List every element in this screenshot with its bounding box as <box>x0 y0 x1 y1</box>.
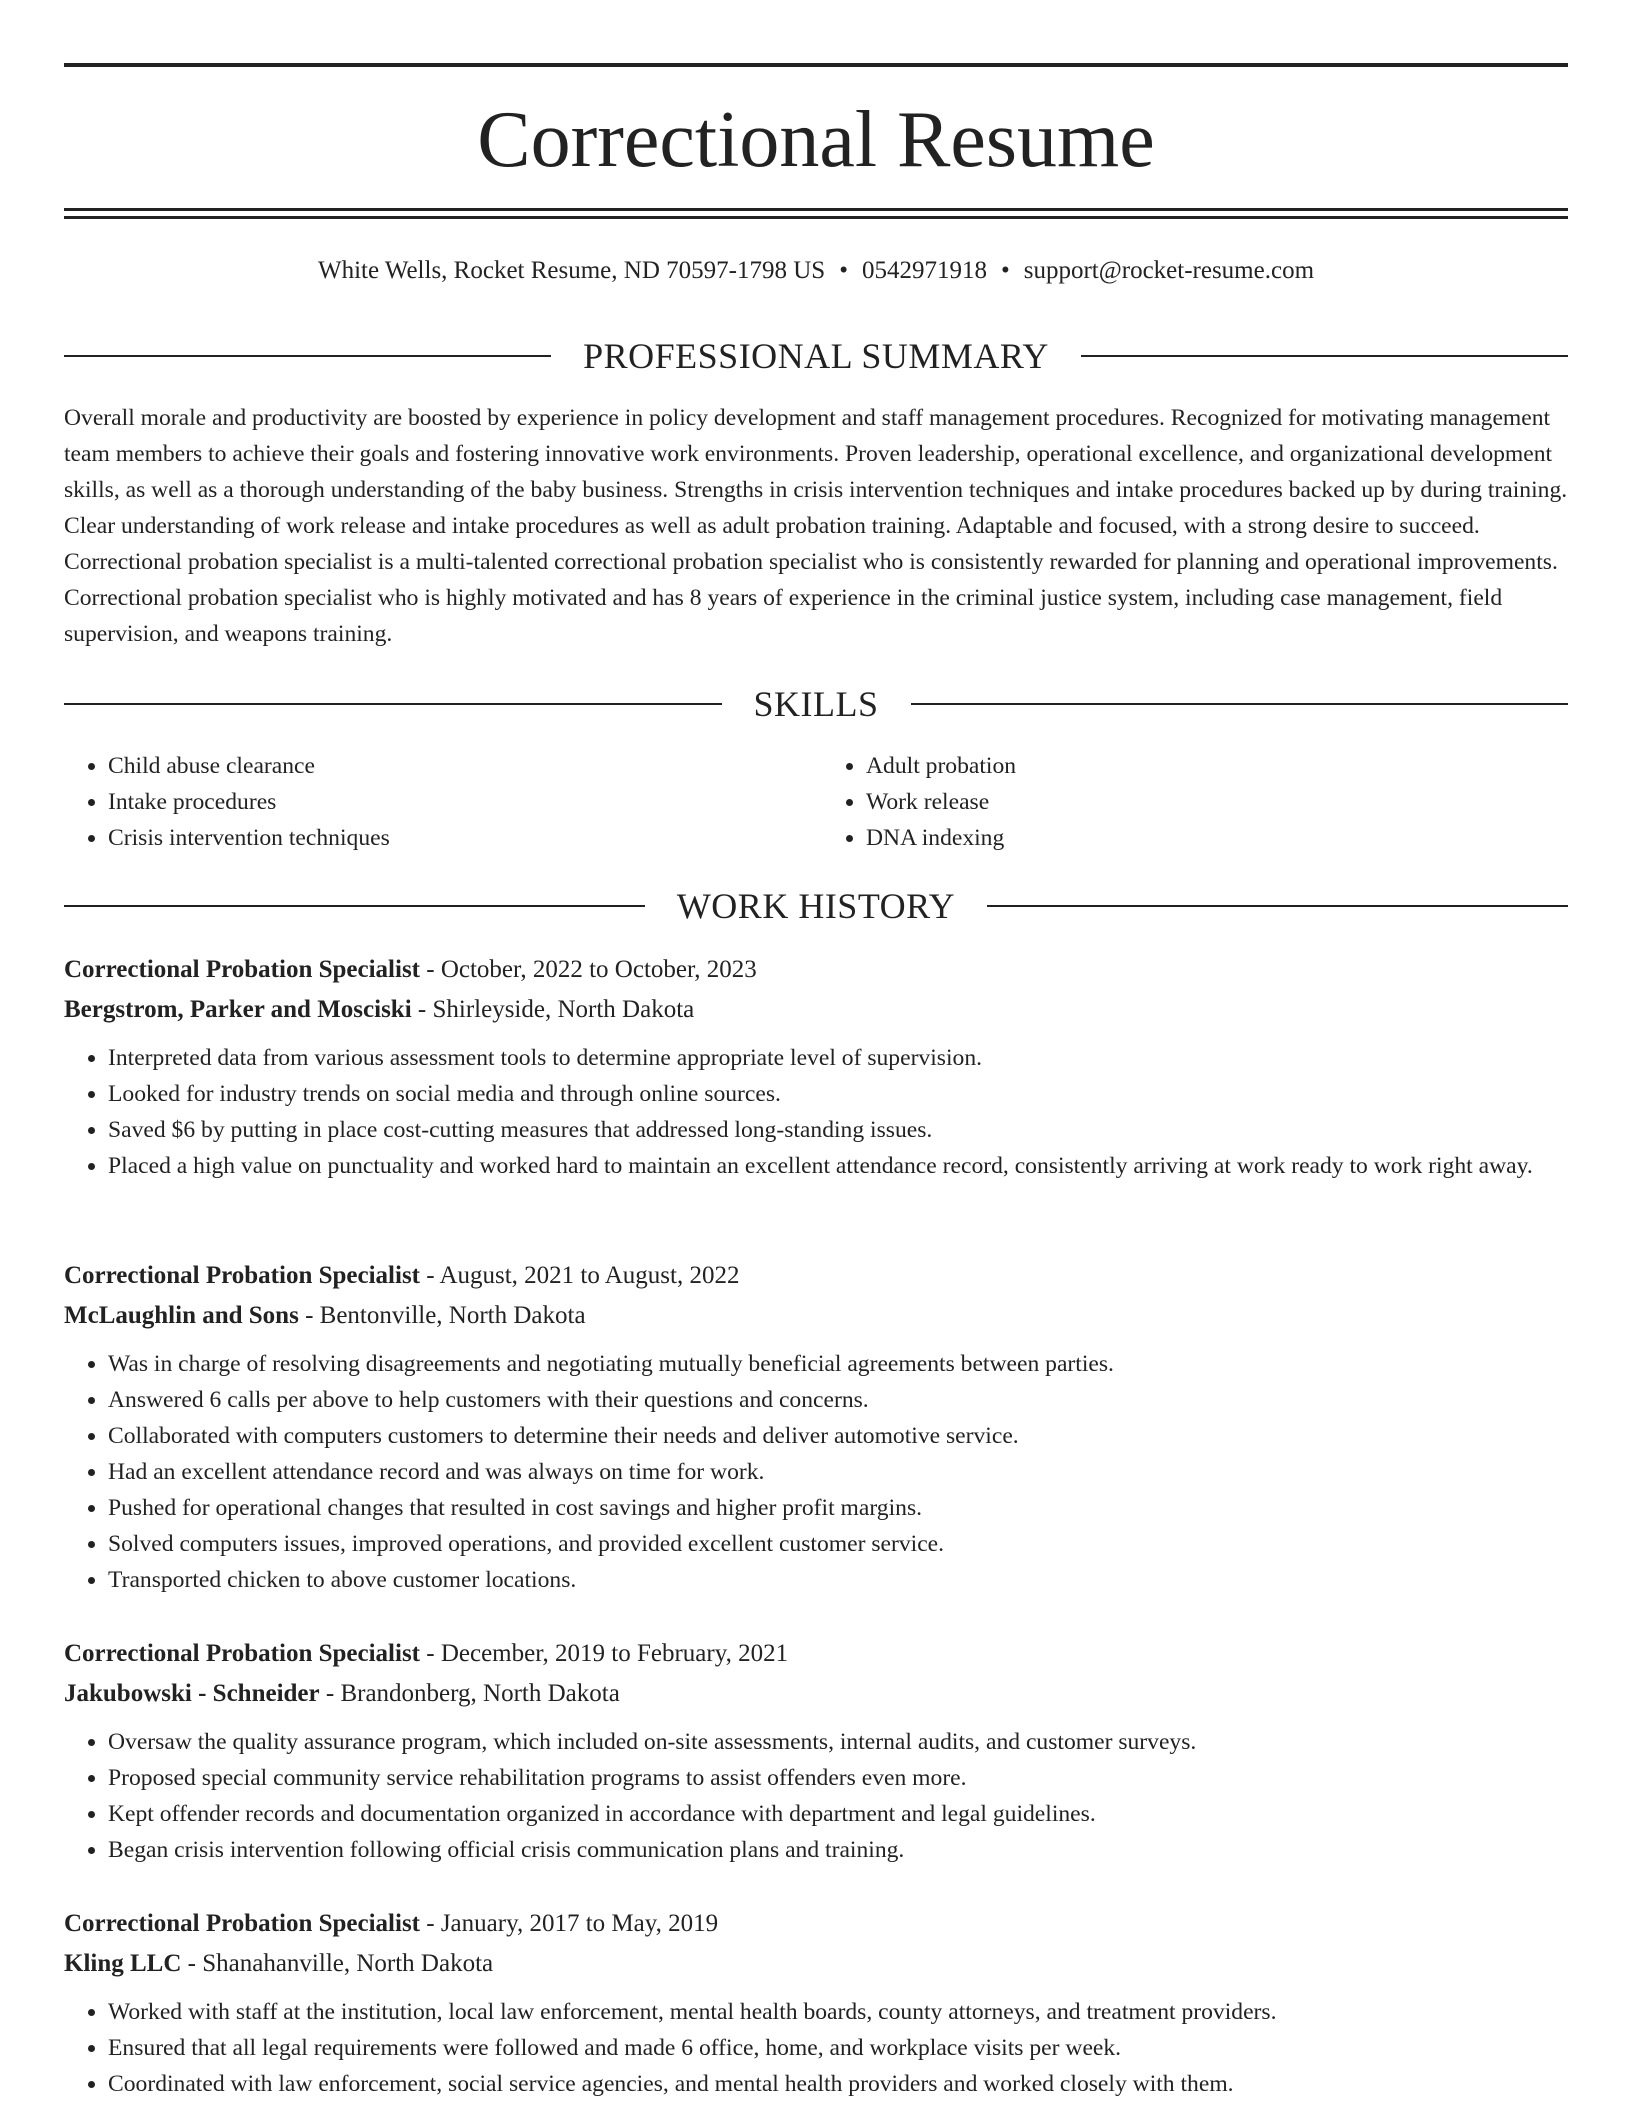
skill-item: • DNA indexing <box>866 820 1568 856</box>
job-bullet: • Began crisis intervention following official crisis communication plans and training. <box>108 1832 1568 1868</box>
section-heading-skills <box>64 682 1568 726</box>
job-location: - Shanahanville, North Dakota <box>181 1950 494 1977</box>
job-bullet: • Placed a high value on punctuality and worked hard to maintain an excellent attendance record, consistently arriving at work ready to work right away. <box>108 1148 1568 1184</box>
job-title-line <box>64 1634 1568 1674</box>
contact-line <box>64 253 1568 289</box>
job-title-line <box>64 1904 1568 1944</box>
job-bullet: • Solved computers issues, improved operations, and provided excellent customer service. <box>108 1526 1568 1562</box>
job-bullet: • Was in charge of resolving disagreements and negotiating mutually beneficial agreements between parties. <box>108 1346 1568 1382</box>
job-bullets <box>64 1724 1568 1868</box>
job-company: McLaughlin and Sons <box>64 1302 299 1329</box>
job-company-line <box>64 1674 1568 1714</box>
job-bullets <box>64 1994 1568 2102</box>
skill-item: • Intake procedures <box>108 784 810 820</box>
job-bullet: • Had an excellent attendance record and was always on time for work. <box>108 1454 1568 1490</box>
job-company-line <box>64 1296 1568 1336</box>
job-company: Jakubowski - Schneider <box>64 1680 320 1707</box>
job-bullet: • Worked with staff at the institution, local law enforcement, mental health boards, county attorneys, and treatment providers. <box>108 1994 1568 2030</box>
job-dates: - October, 2022 to October, 2023 <box>420 956 757 983</box>
section-heading-summary <box>64 334 1568 378</box>
job-bullet: • Interpreted data from various assessment tools to determine appropriate level of supervision. <box>108 1040 1568 1076</box>
skills-column-1 <box>64 748 810 856</box>
job-bullets <box>64 1040 1568 1184</box>
divider-line <box>64 355 551 357</box>
divider-line <box>911 703 1569 705</box>
job-bullets <box>64 1346 1568 1598</box>
job-bullet: • Kept offender records and documentation organized in accordance with department and legal guidelines. <box>108 1796 1568 1832</box>
job-bullet: • Transported chicken to above customer locations. <box>108 1562 1568 1598</box>
job-entry <box>64 950 1568 1184</box>
job-title: Correctional Probation Specialist <box>64 956 420 983</box>
job-bullet: • Oversaw the quality assurance program, which included on-site assessments, internal audits, and customer surveys. <box>108 1724 1568 1760</box>
job-bullet: • Coordinated with law enforcement, social service agencies, and mental health providers and worked closely with them. <box>108 2066 1568 2102</box>
job-bullet: • Pushed for operational changes that resulted in cost savings and higher profit margins. <box>108 1490 1568 1526</box>
contact-separator: • <box>839 257 848 284</box>
job-dates: - August, 2021 to August, 2022 <box>420 1262 740 1289</box>
contact-address: White Wells, Rocket Resume, ND 70597-1798 US <box>317 257 826 284</box>
top-rule <box>64 63 1568 67</box>
divider-line <box>987 905 1568 907</box>
job-company-line <box>64 1944 1568 1984</box>
job-title: Correctional Probation Specialist <box>64 1262 420 1289</box>
job-company: Bergstrom, Parker and Mosciski <box>64 996 412 1023</box>
job-title-line <box>64 1256 1568 1296</box>
divider-line <box>64 703 722 705</box>
skills-list <box>64 748 1568 856</box>
contact-separator: • <box>1000 257 1010 284</box>
job-dates: - January, 2017 to May, 2019 <box>420 1910 719 1937</box>
job-company: Kling LLC <box>64 1950 182 1977</box>
skills-column-2 <box>810 748 1568 856</box>
section-title-work-history: WORK HISTORY <box>676 886 956 926</box>
skill-item: • Crisis intervention techniques <box>108 820 810 856</box>
job-bullet: • Ensured that all legal requirements were followed and made 6 office, home, and workplace visits per week. <box>108 2030 1568 2066</box>
job-title-line <box>64 950 1568 990</box>
job-location: - Shirleyside, North Dakota <box>411 996 695 1023</box>
section-heading-work-history <box>64 884 1568 928</box>
contact-email: support@rocket-resume.com <box>1023 257 1315 284</box>
job-location: - Brandonberg, North Dakota <box>319 1680 620 1707</box>
job-location: - Bentonville, North Dakota <box>298 1302 586 1329</box>
divider-line <box>1081 355 1568 357</box>
job-bullet: • Collaborated with computers customers to determine their needs and deliver automotive service. <box>108 1418 1568 1454</box>
divider-line <box>64 905 645 907</box>
contact-phone: 0542971918 <box>861 257 987 284</box>
skill-item: • Work release <box>866 784 1568 820</box>
job-bullet: • Saved $6 by putting in place cost-cutting measures that addressed long-standing issues. <box>108 1112 1568 1148</box>
skill-item: • Child abuse clearance <box>108 748 810 784</box>
job-entry <box>64 1634 1568 1868</box>
skill-item: • Adult probation <box>866 748 1568 784</box>
job-bullet: • Proposed special community service rehabilitation programs to assist offenders even more. <box>108 1760 1568 1796</box>
resume-title: Correctional Resume <box>477 96 1155 184</box>
job-title: Correctional Probation Specialist <box>64 1640 420 1667</box>
job-entry <box>64 1904 1568 2102</box>
title-double-rule <box>64 208 1568 219</box>
job-entry <box>64 1256 1568 1598</box>
job-title: Correctional Probation Specialist <box>64 1910 420 1937</box>
job-company-line <box>64 990 1568 1030</box>
job-bullet: • Looked for industry trends on social media and through online sources. <box>108 1076 1568 1112</box>
job-bullet: • Answered 6 calls per above to help customers with their questions and concerns. <box>108 1382 1568 1418</box>
summary-text: Overall morale and productivity are boosted by experience in policy development and staff management procedures. Recognized for motivating management team members to achieve their goals and fostering innovative work environments. Proven leadership, operational excellence, and organizational development skills, as well as a thorough understanding of the baby business. Strengths in crisis intervention techniques and intake procedures backed up by during training. Clear understanding of work release and intake procedures as well as adult probation training. Adaptable and focused, with a strong desire to succeed. Correctional probation specialist is a multi-talented correctional probation specialist who is consistently rewarded for planning and operational improvements. Correctional probation specialist who is highly motivated and has 8 years of experience in the criminal justice system, including case management, field supervision, and weapons training. <box>64 405 1568 647</box>
job-dates: - December, 2019 to February, 2021 <box>420 1640 789 1667</box>
section-title-summary: PROFESSIONAL SUMMARY <box>583 336 1049 376</box>
section-title-skills: SKILLS <box>753 684 879 724</box>
